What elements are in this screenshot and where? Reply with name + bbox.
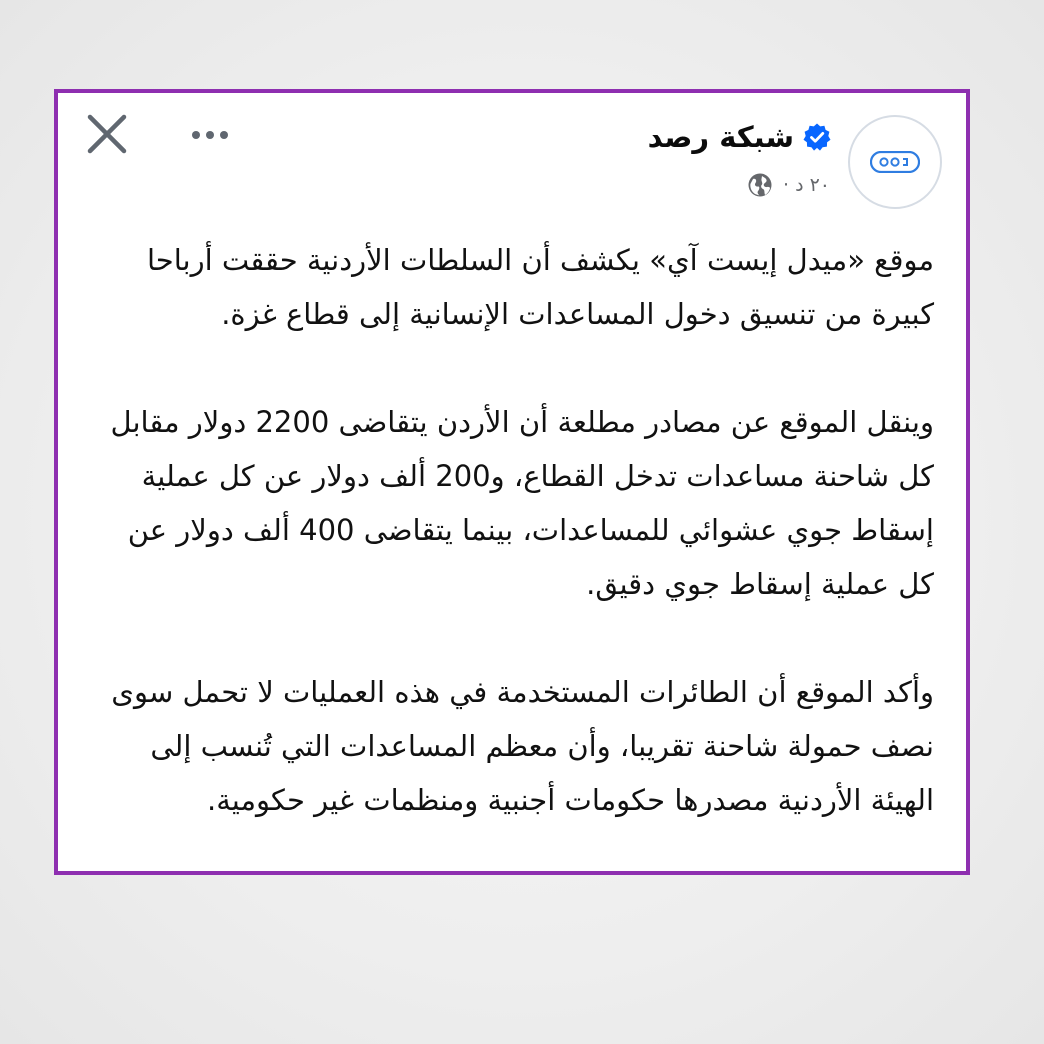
post-paragraph: وأكد الموقع أن الطائرات المستخدمة في هذه العمليات لا تحمل سوى نصف حمولة شاحنة تقريبا، وأن معظم المساعدات التي تُنسب إلى الهيئة الأردنية مصدرها حكومات أجنبية ومنظمات غير حكومية. (111, 675, 934, 817)
page-name-row (648, 115, 832, 159)
post-meta-row (747, 171, 830, 199)
post-paragraph: وينقل الموقع عن مصادر مطلعة أن الأردن يتقاضى 2200 دولار مقابل كل شاحنة مساعدات تدخل القطاع، و200 ألف دولار عن كل عملية إسقاط جوي عشوائي للمساعدات، بينما يتقاضى 400 ألف دولار عن كل عملية إسقاط جوي دقيق. (110, 405, 934, 601)
globe-icon (747, 172, 773, 198)
post-timestamp[interactable]: ٢٠ د · (782, 174, 830, 196)
post-body (98, 233, 934, 827)
post-header (58, 93, 966, 223)
more-options-button[interactable] (186, 121, 234, 149)
close-button[interactable] (84, 111, 130, 157)
verified-badge-icon (802, 122, 832, 152)
page-name[interactable]: شبكة رصد (647, 120, 794, 154)
page-avatar[interactable] (848, 115, 942, 209)
rassd-logo-icon (870, 151, 920, 173)
post-card (54, 89, 970, 875)
close-icon (84, 111, 130, 157)
post-paragraph: موقع «ميدل إيست آي» يكشف أن السلطات الأردنية حققت أرباحا كبيرة من تنسيق دخول المساعدات الإنسانية إلى قطاع غزة. (146, 243, 934, 331)
more-options-icon (186, 121, 234, 149)
